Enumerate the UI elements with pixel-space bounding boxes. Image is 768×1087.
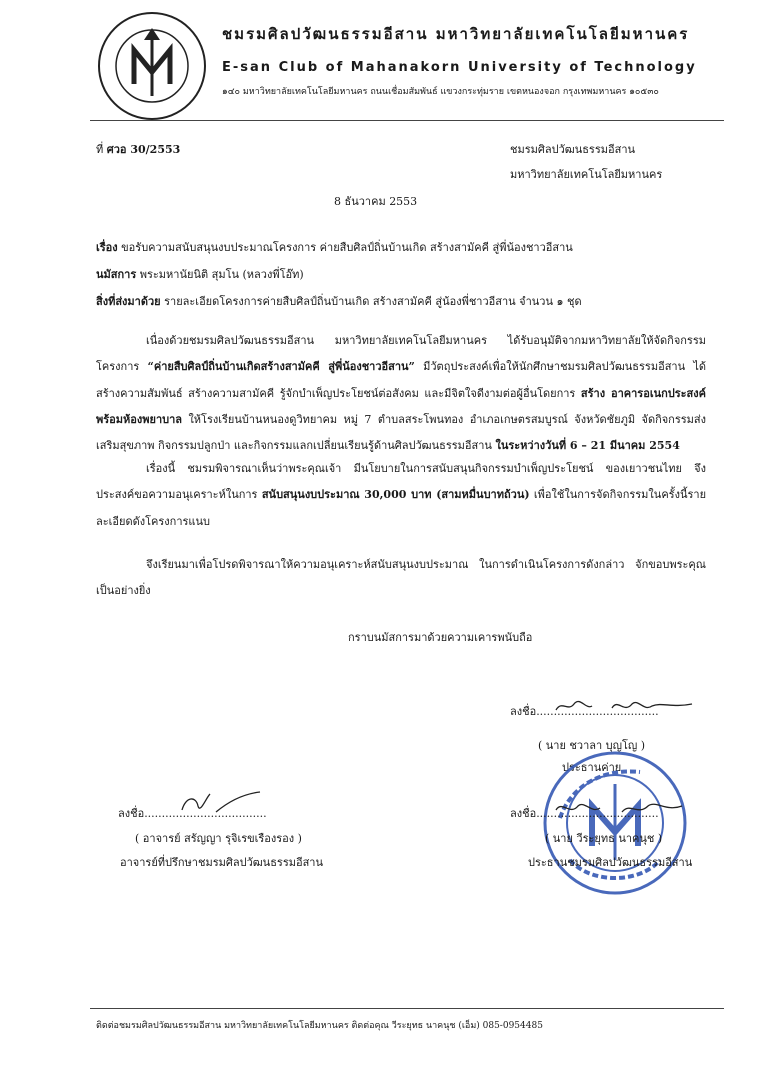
p1-project-title: “ค่ายสืบศิลป์ถิ่นบ้านเกิดสร้างสามัคคี สู่พี่น้องชาวอีสาน” <box>147 360 415 374</box>
sender-line-1: ชมรมศิลปวัฒนธรรมอีสาน <box>510 143 636 156</box>
club-president-role: ประธานชมรมศิลปวัฒนธรรมอีสาน <box>528 856 693 869</box>
org-address: ๑๔๐ มหาวิทยาลัยเทคโนโลยีมหานคร ถนนเชื่อมสัมพันธ์ แขวงกระทุ่มราย เขตหนองจอก กรุงเทพมหานคร ๑๐๕๓๐ <box>222 87 659 97</box>
closing-salutation: กราบนมัสการมาด้วยความเคารพนับถือ <box>348 631 533 644</box>
camp-leader-name: ( นาย ชวาลา บุญโญ ) <box>538 739 646 752</box>
enclosure-text: รายละเอียดโครงการค่ายสืบศิลป์ถิ่นบ้านเกิด สร้างสามัคคี สู่น้องพี่ชาวอีสาน จำนวน ๑ ชุด <box>164 295 582 308</box>
enclosure-line <box>96 292 582 310</box>
camp-leader-role: ประธานค่าย <box>562 761 622 774</box>
p1-period: ในระหว่างวันที่ 6 – 21 มีนาคม 2554 <box>495 439 680 453</box>
p1-objective: มีวัตถุประสงค์เพื่อให้นักศึกษาชมรมศิลปวัฒนธรรมอีสาน ได้สร้างความสัมพันธ์ สร้างความสามัคคี รู้จักบำเพ็ญประโยชน์ต่อสังคม และมีจิตใจดีงามต่อผู้อื่นโดยการ <box>96 360 707 400</box>
p1-building: สร้าง อาคารอเนกประสงค์พร้อมห้องพยาบาล <box>96 386 706 426</box>
sign-label: ลงชื่อ <box>118 807 145 820</box>
p3-text: จึงเรียนมาเพื่อโปรดพิจารณาให้ความอนุเคราะห์สนับสนุนงบประมาณ ในการดำเนินโครงการดังกล่าว จักขอบพระคุณเป็นอย่างยิ่ง <box>96 558 706 598</box>
club-official-stamp <box>540 748 690 898</box>
p1-location: ให้โรงเรียนบ้านหนองดูวิทยาคม หมู่ 7 ตำบลสระโพนทอง อำเภอเกษตรสมบูรณ์ จังหวัดชัยภูมิ จัดกิจกรรมส่งเสริมสุขภาพ กิจกรรมปลูกป่า และกิจกรรมแลกเปลี่ยนเรียนรู้ด้านศิลปวัฒนธรรมอีสาน <box>96 412 706 453</box>
p1-intro: เนื่องด้วยชมรมศิลปวัฒนธรรมอีสาน มหาวิทยาลัยเทคโนโลยีมหานคร ได้รับอนุมัติจากมหาวิทยาลัยให้จัดกิจกรรม โครงการ <box>96 334 706 374</box>
subject-label: เรื่อง <box>96 241 118 254</box>
body-paragraph-1 <box>96 328 706 459</box>
sender-line-2: มหาวิทยาลัยเทคโนโลยีมหานคร <box>510 168 663 181</box>
body-paragraph-2 <box>96 456 706 535</box>
reference-number <box>96 140 180 158</box>
subject-line <box>96 238 573 256</box>
org-name-thai: ชมรมศิลปวัฒนธรรมอีสาน มหาวิทยาลัยเทคโนโลยีมหานคร <box>222 25 690 43</box>
header-divider <box>90 120 724 121</box>
reference-label: ที่ <box>96 143 104 156</box>
p2-budget: สนับสนุนงบประมาณ 30,000 บาท (สามหมื่นบาทถ้วน) <box>261 488 530 502</box>
recipient-text: พระมหานัยนิติ สุมโน (หลวงพี่โอ๊ท) <box>139 268 304 281</box>
footer-divider <box>90 1008 724 1009</box>
org-name-english: E-san Club of Mahanakorn University of Technology <box>222 60 697 75</box>
letter-date: 8 ธันวาคม 2553 <box>334 195 418 208</box>
advisor-role: อาจารย์ที่ปรึกษาชมรมศิลปวัฒนธรรมอีสาน <box>120 856 324 869</box>
reference-value: ศวอ 30/2553 <box>106 143 181 156</box>
enclosure-label: สิ่งที่ส่งมาด้วย <box>96 295 161 308</box>
sign-label: ลงชื่อ <box>510 807 537 820</box>
handwritten-signature-camp-leader <box>552 694 702 718</box>
recipient-label: นมัสการ <box>96 268 137 281</box>
handwritten-signature-advisor <box>176 788 266 818</box>
p2-purpose: เพื่อใช้ในการจัดกิจกรรมในครั้งนี้รายละเอียดดังโครงการแนบ <box>96 488 707 528</box>
sign-label: ลงชื่อ <box>510 705 537 718</box>
advisor-name: ( อาจารย์ สรัญญา รุจิเรขเรืองรอง ) <box>135 832 302 845</box>
recipient-line <box>96 265 304 283</box>
handwritten-signature-club-president <box>552 796 692 820</box>
signature-line-advisor: ลงชื่อ................................... <box>118 807 267 820</box>
signature-line-camp-leader: ลงชื่อ................................... <box>510 705 659 718</box>
subject-text: ขอรับความสนับสนุนงบประมาณโครงการ ค่ายสืบศิลป์ถิ่นบ้านเกิด สร้างสามัคคี สู่พี่น้องชาวอีสาน <box>121 241 573 254</box>
footer-contact: ติดต่อชมรมศิลปวัฒนธรรมอีสาน มหาวิทยาลัยเทคโนโลยีมหานคร ติดต่อคุณ วีระยุทธ นาคนุช (เอ็ม) 085-0954485 <box>96 1021 543 1031</box>
signature-line-club-president: ลงชื่อ................................... <box>510 807 659 820</box>
club-seal-logo <box>96 10 208 122</box>
club-president-name: ( นาย วีระยุทธ นาคนุช ) <box>545 832 663 845</box>
p2-intro: เรื่องนี้ ชมรมพิจารณาเห็นว่าพระคุณเจ้า มีนโยบายในการสนับสนุนกิจกรรมบำเพ็ญประโยชน์ ของเยาวชนไทย จึงประสงค์ขอความอนุเคราะห์ในการ <box>96 462 706 502</box>
body-paragraph-3 <box>96 552 706 605</box>
